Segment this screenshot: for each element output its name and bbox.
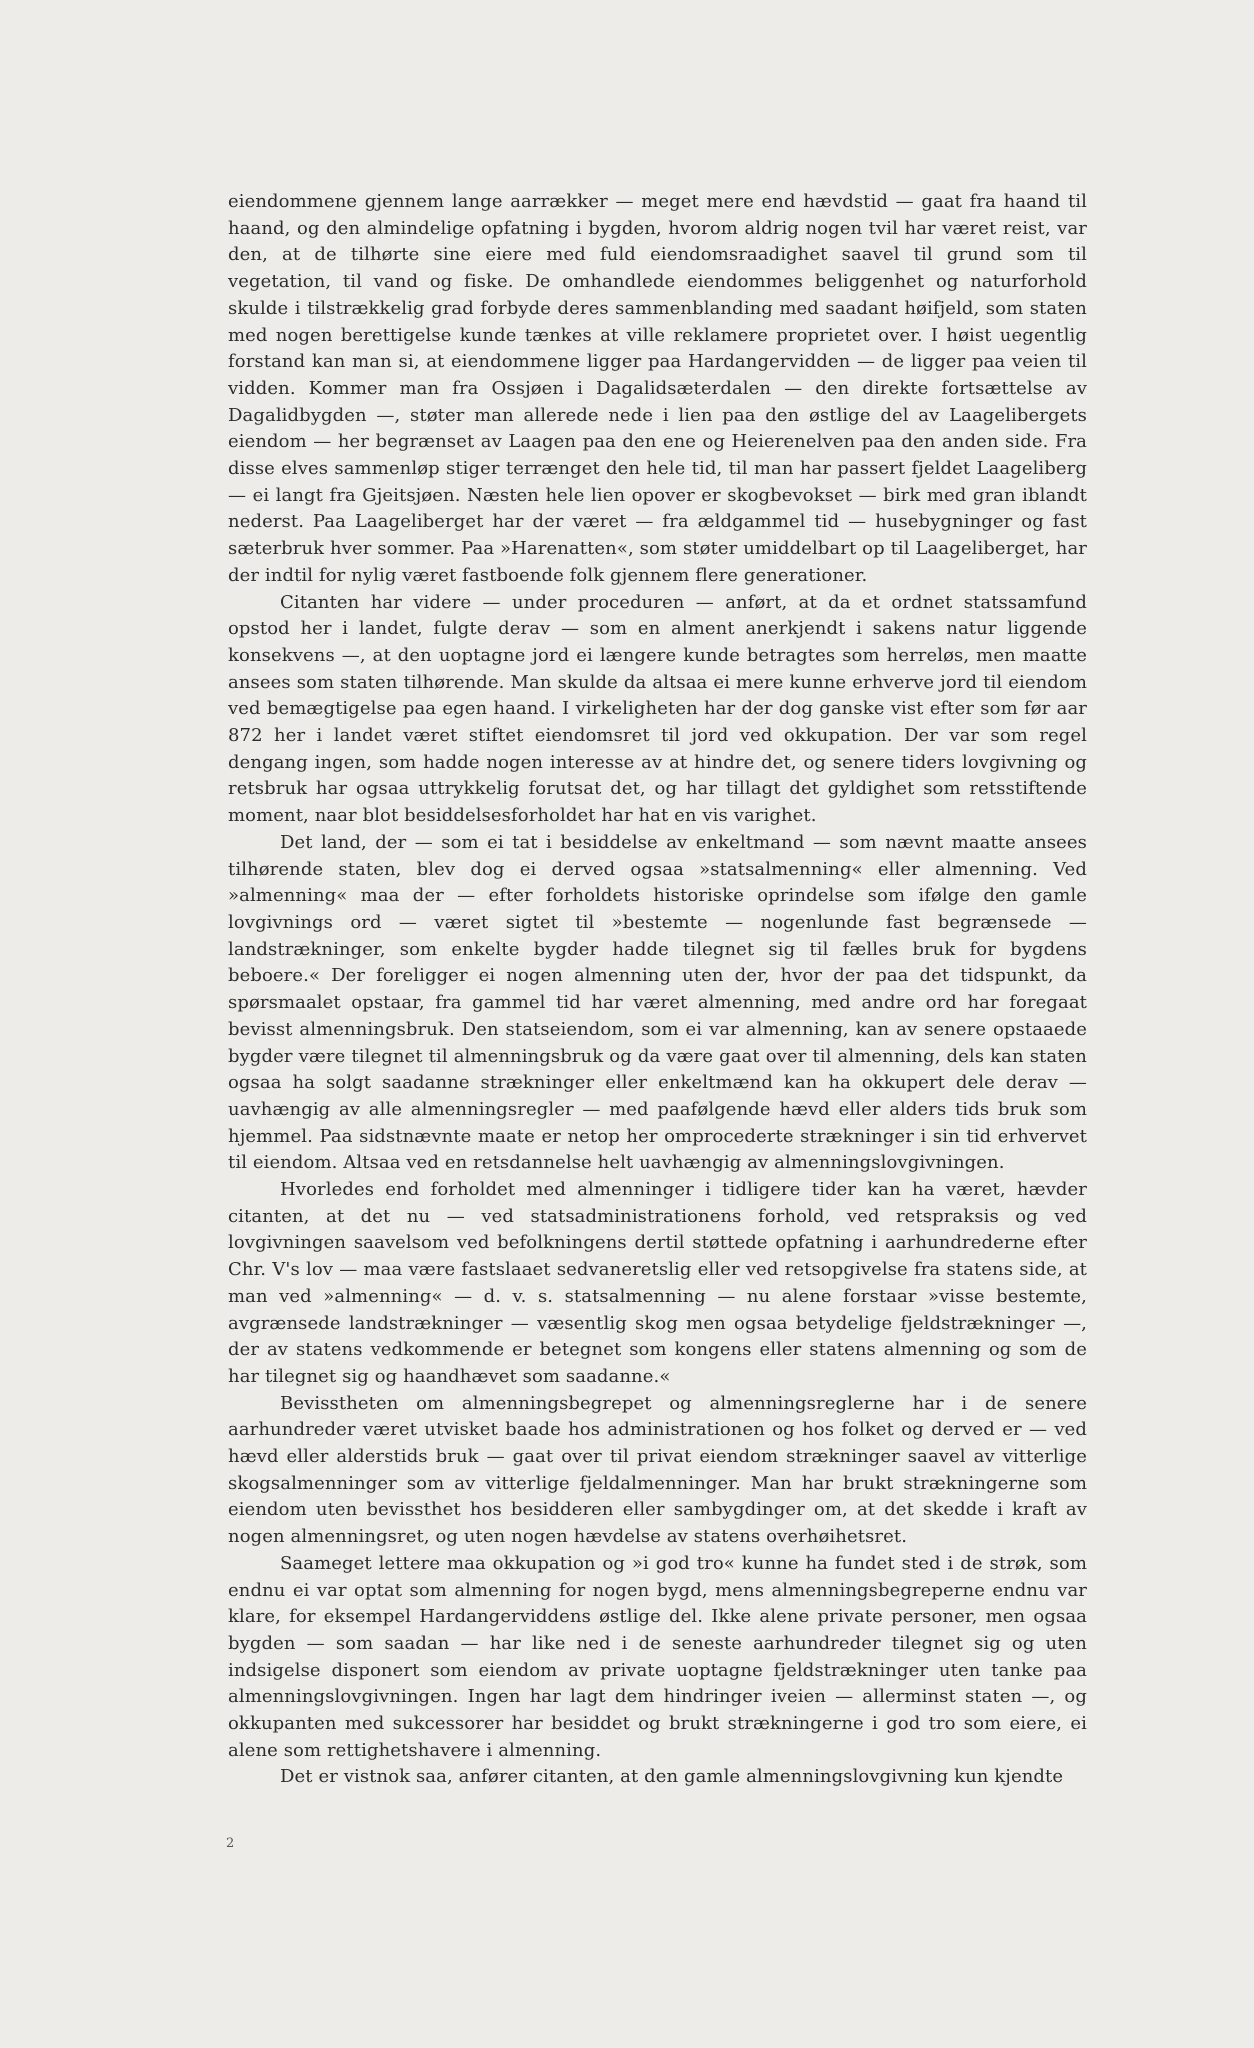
paragraph-7: Det er vistnok saa, anfører citanten, at den gamle almenningslovgivning kun kjendte (280, 1766, 1064, 1788)
paragraph-6: Saameget lettere maa okkupation og »i god tro« kunne ha fundet sted i de strøk, som endnu ei var optat som almenning for nogen bygd, mens almenningsbegreperne endnu var klare, for eksempel Hardangerviddens østlige del. Ikke alene private personer, men ogsaa bygden — som saadan — har like ned i de seneste aarhundreder tilegnet sig og uten indsigelse disponert som eiendom av private uoptagne fjeldstrækninger uten tanke paa almenningslovgivningen. Ingen har lagt dem hindringer iveien — allerminst staten —, og okkupanten med sukcessorer har besiddet og brukt strækningerne i god tro som eiere, ei alene som rettighetshavere i almenning. (228, 1552, 1087, 1761)
paragraph-4: Hvorledes end forholdet med almenninger i tidligere tider kan ha været, hævder citanten, at det nu — ved statsadministrationens forhold, ved retspraksis og ved lovgivningen saavelsom ved befolkningens dertil støttede opfatning i aarhundrederne efter Chr. V's lov — maa være fastslaaet sedvaneretslig eller ved retsopgivelse fra statens side, at man ved »almenning« — d. v. s. statsalmenning — nu alene forstaar »visse bestemte, avgrænsede landstrækninger — væsentlig skog men ogsaa betydelige fjeldstrækninger —, der av statens vedkommende er betegnet som kongens eller statens almenning og som de har tilegnet sig og haandhævet som saadanne.« (228, 1179, 1087, 1387)
paragraph-1: eiendommene gjennem lange aarrækker — meget mere end hævdstid — gaat fra haand til haand, og den almindelige opfatning i bygden, hvorom aldrig nogen tvil har været reist, var den, at de tilhørte sine eiere med fuld eiendomsraadighet saavel til grund som til vegetation, til vand og fiske. De omhandlede eiendommes beliggenhet og naturforhold skulde i tilstrækkelig grad forbyde deres sammenblanding med saadant høifjeld, som staten med nogen berettigelse kunde tænkes at ville reklamere proprietet over. I høist uegentlig forstand kan man si, at eiendommene ligger paa Hardangervidden — de ligger paa veien til vidden. Kommer man fra Ossjøen i Dagalidsæterdalen — den direkte fortsættelse av Dagalidbygden —, støter man allerede nede i lien paa den østlige del av Laagelibergets eiendom — her begrænset av Laagen paa den ene og Heierenelven paa den anden side. Fra disse elves sammenløp stiger terrænget den hele tid, til man har passert fjeldet Laageliberg — ei langt fra Gjeitsjøen. Næsten hele lien opover er skogbevokset — birk med gran iblandt nederst. Paa Laageliberget har der været — fra ældgammel tid — husebygninger og fast sæterbruk hver sommer. Paa »Harenatten«, som støter umiddelbart op til Laageliberget, har der indtil for nylig været fastboende folk gjennem flere generationer. (228, 191, 1087, 586)
body-text (228, 189, 1087, 1791)
paragraph-2: Citanten har videre — under proceduren — anført, at da et ordnet statssamfund opstod her i landet, fulgte derav — som en alment anerkjendt i sakens natur liggende konsekvens —, at den uoptagne jord ei længere kunde betragtes som herreløs, men maatte ansees som staten tilhørende. Man skulde da altsaa ei mere kunne erhverve jord til eiendom ved bemægtigelse paa egen haand. I virkeligheten har der dog ganske vist efter som før aar 872 her i landet været stiftet eiendomsret til jord ved okkupation. Der var som regel dengang ingen, som hadde nogen interesse av at hindre det, og senere tiders lovgivning og retsbruk har ogsaa uttrykkelig forutsat det, og har tillagt det gyldighet som retsstiftende moment, naar blot besiddelsesforholdet har hat en vis varighet. (228, 591, 1087, 827)
signature-mark: 2 (226, 1836, 235, 1851)
paragraph-3: Det land, der — som ei tat i besiddelse av enkeltmand — som nævnt maatte ansees tilhørende staten, blev dog ei derved ogsaa »statsalmenning« eller almenning. Ved »almenning« maa der — efter forholdets historiske oprindelse som ifølge den gamle lovgivnings ord — været sigtet til »bestemte — nogenlunde fast begrænsede — landstrækninger, som enkelte bygder hadde tilegnet sig til fælles bruk for bygdens beboere.« Der foreligger ei nogen almenning uten der, hvor der paa det tidspunkt, da spørsmaalet opstaar, fra gammel tid har været almenning, med andre ord har foregaat bevisst almenningsbruk. Den statseiendom, som ei var almenning, kan av senere opstaaede bygder være tilegnet til almenningsbruk og da være gaat over til almenning, dels kan staten ogsaa ha solgt saadanne strækninger eller enkeltmænd kan ha okkupert dele derav — uavhængig av alle almenningsregler — med paafølgende hævd eller alders tids bruk som hjemmel. Paa sidstnævnte maate er netop her omprocederte strækninger i sin tid erhvervet til eiendom. Altsaa ved en retsdannelse helt uavhængig av almenningslovgivningen. (228, 831, 1087, 1174)
paragraph-5: Bevisstheten om almenningsbegrepet og almenningsreglerne har i de senere aarhundreder været utvisket baade hos administrationen og hos folket og derved er — ved hævd eller alderstids bruk — gaat over til privat eiendom strækninger saavel av vitterlige skogsalmenninger som av vitterlige fjeldalmenninger. Man har brukt strækningerne som eiendom uten bevissthet hos besidderen eller sambygdinger om, at det skedde i kraft av nogen almenningsret, og uten nogen hævdelse av statens overhøihetsret. (228, 1392, 1087, 1548)
